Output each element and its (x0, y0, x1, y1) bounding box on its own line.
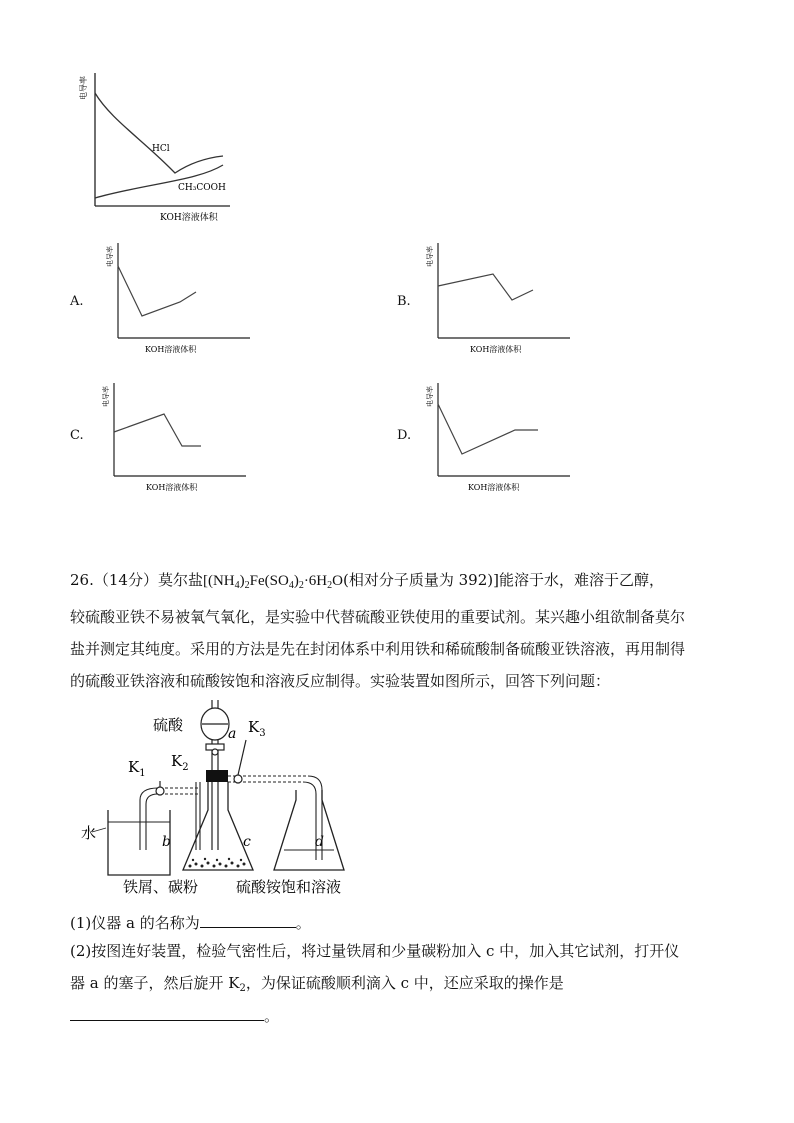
k1-label: $K_1$ (128, 758, 146, 779)
flask-d (274, 790, 344, 870)
k3-label: $K_3$ (248, 718, 266, 739)
q26-points: （14分） (93, 571, 158, 589)
option-c-letter: C. (70, 428, 84, 443)
q26-title: 莫尔盐 (157, 571, 203, 589)
subq1-end: 。 (295, 914, 311, 932)
option-c-ylabel: 电导率 (102, 386, 110, 407)
stopper (206, 770, 228, 782)
subq2-answer-blank[interactable] (70, 1006, 264, 1021)
subq1-text: (1)仪器 a 的名称为 (70, 914, 200, 932)
ch3cooh-curve (95, 165, 223, 198)
hcl-label: HCl (152, 144, 170, 154)
a-label: a (228, 726, 237, 742)
k2-label: $K_2$ (171, 752, 189, 773)
subq1-answer-blank[interactable] (200, 913, 296, 928)
option-d-chart (420, 378, 580, 498)
hcl-curve (95, 93, 223, 173)
ch3cooh-label: CH₃COOH (178, 183, 226, 193)
q26-line3: 盐并测定其纯度。采用的方法是先在封闭体系中利用铁和稀硫酸制备硫酸亚铁溶液，再用制得 (70, 640, 686, 658)
option-d-ylabel: 电导率 (426, 386, 434, 407)
beaker-b (108, 810, 170, 875)
q26-line4: 的硫酸亚铁溶液和硫酸铵饱和溶液反应制得。实验装置如图所示，回答下列问题： (70, 672, 611, 690)
option-b-letter: B. (397, 294, 411, 309)
c-label: c (243, 834, 251, 850)
option-b-ylabel: 电导率 (426, 246, 434, 267)
option-d-xlabel: KOH溶液体积 (468, 483, 520, 492)
apparatus-diagram (78, 700, 368, 900)
subq2-end: 。 (264, 1007, 280, 1025)
option-d-line (438, 404, 538, 454)
subq2-line1: (2)按图连好装置，检验气密性后，将过量铁屑和少量碳粉加入 c 中，加入其它试剂，打开仪 (70, 942, 680, 960)
subq2-line3 (70, 1006, 279, 1024)
k2-valve (212, 749, 218, 755)
option-b-chart (420, 238, 580, 358)
option-b-line (438, 274, 533, 300)
option-c-chart (96, 378, 256, 498)
q26-number: 26. (70, 571, 94, 589)
left-caption: 铁屑、碳粉 (123, 878, 199, 896)
option-a-letter: A. (70, 294, 84, 309)
water-label: 水 (81, 824, 97, 842)
option-a-xlabel: KOH溶液体积 (145, 345, 197, 354)
main-chart (70, 68, 270, 228)
iron-filings (189, 858, 246, 868)
option-a-chart (100, 238, 260, 358)
b-label: b (162, 834, 171, 850)
right-caption: 硫酸铵饱和溶液 (236, 878, 342, 896)
q26-line1-rest: (相对分子质量为 392)]能溶于水，难溶于乙醇， (342, 571, 664, 589)
k1-valve (156, 781, 164, 795)
q26-formula: [$(NH_4)_2Fe(SO_4)_2\cdot 6H_2O$ (202, 573, 343, 591)
option-c-line (114, 414, 201, 446)
main-chart-xlabel: KOH溶液体积 (160, 213, 218, 223)
subq1 (70, 913, 311, 931)
main-chart-ylabel: 电导率 (79, 76, 88, 100)
q26-line2: 较硫酸亚铁不易被氧气氧化，是实验中代替硫酸亚铁使用的重要试剂。某兴趣小组欲制备莫尔 (70, 608, 686, 626)
q26-line1 (70, 573, 664, 589)
option-a-line (118, 266, 196, 316)
acid-label: 硫酸 (153, 716, 184, 734)
option-c-xlabel: KOH溶液体积 (146, 483, 198, 492)
option-a-ylabel: 电导率 (106, 246, 114, 267)
d-label: d (315, 834, 324, 850)
option-d-letter: D. (397, 428, 412, 443)
subq2-line2: 器 a 的塞子，然后旋开 $K_2$，为保证硫酸顺利滴入 c 中，还应采取的操作是 (70, 974, 564, 994)
option-b-xlabel: KOH溶液体积 (470, 345, 522, 354)
